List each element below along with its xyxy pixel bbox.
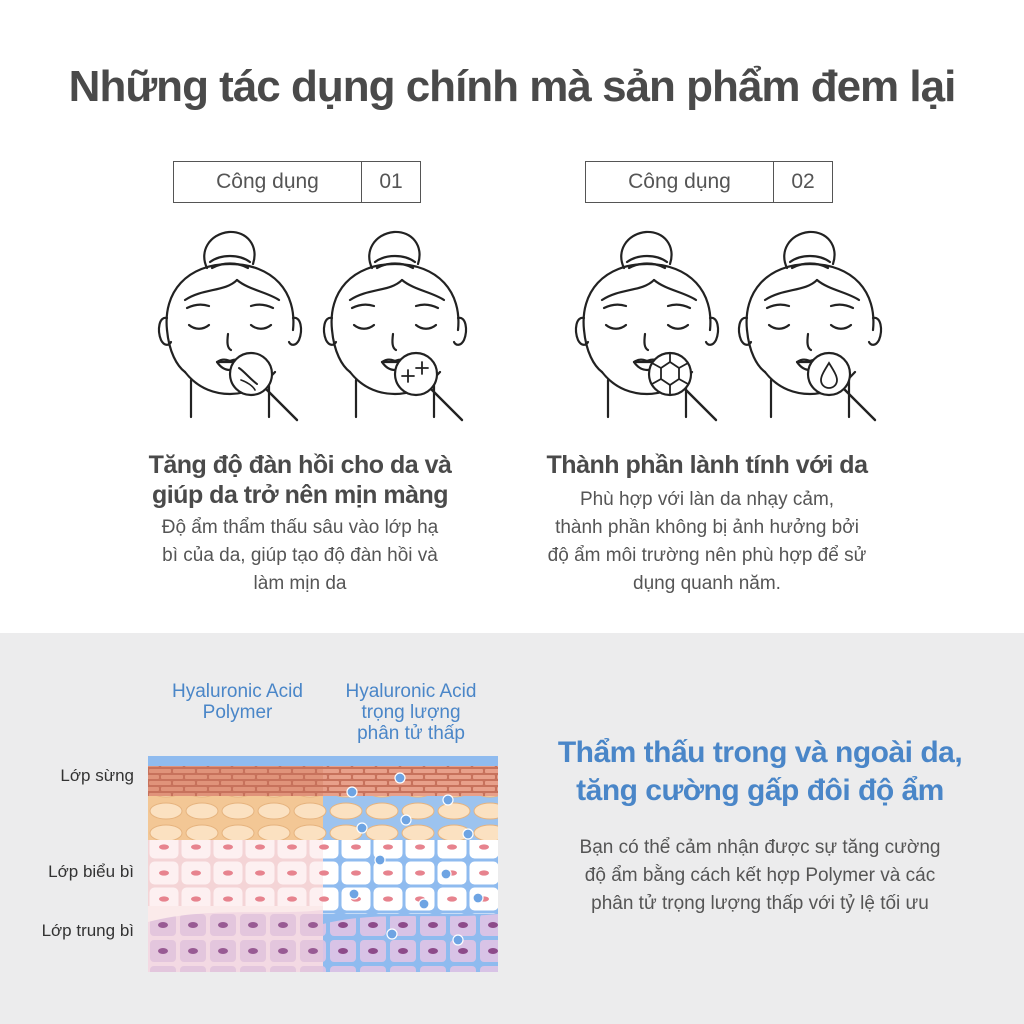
use-badge-1 [173,161,421,203]
layer-label-epidermis: Lớp biểu bì [48,862,134,881]
use-badge-2 [585,161,833,203]
penetration-description: Bạn có thể cảm nhận được sự tăng cường độ ẩm bằng cách kết hợp Polymer và các phân tử trọng lượng thấp với tỷ lệ tối ưu [579,837,941,914]
use-badge-label: Công dụng [174,162,362,202]
benefit-description: Độ ẩm thẩm thấu sâu vào lớp hạ bì của da, giúp tạo độ đàn hồi và làm mịn da [161,517,439,594]
penetration-info [530,734,990,918]
use-badge-number: 01 [379,170,403,193]
benefit-title: Tăng độ đàn hồi cho da và giúp da trở nên mịn màng [148,451,452,509]
face-smooth-icon [320,222,470,422]
polymer-label: Hyaluronic Acid Polymer [172,681,303,723]
face-elasticity-icon [155,222,305,422]
use-badge-label: Công dụng [586,162,774,202]
face-moisture-icon [735,222,885,422]
penetration-title: Thẩm thấu trong và ngoài da, tăng cường gấp đôi độ ẩm [557,736,963,807]
layer-label-dermis: Lớp trung bì [41,921,134,940]
benefit-description: Phù hợp với làn da nhạy cảm, thành phần không bị ảnh hưởng bởi độ ẩm môi trường nên phù hợp để sử dụng quanh năm. [547,489,867,594]
page-title: Những tác dụng chính mà sản phẩm đem lại [68,62,956,111]
skin-layer-diagram [148,756,498,972]
low-weight-label: Hyaluronic Acid trọng lượng phân tử thấp [345,681,477,744]
layer-label-stratum: Lớp sừng [60,766,134,785]
benefit-elasticity [100,450,500,598]
benefit-title: Thành phần lành tính với da [546,451,868,479]
face-gentle-icon [572,222,722,422]
benefit-gentle [507,450,907,598]
use-badge-number: 02 [791,170,815,193]
